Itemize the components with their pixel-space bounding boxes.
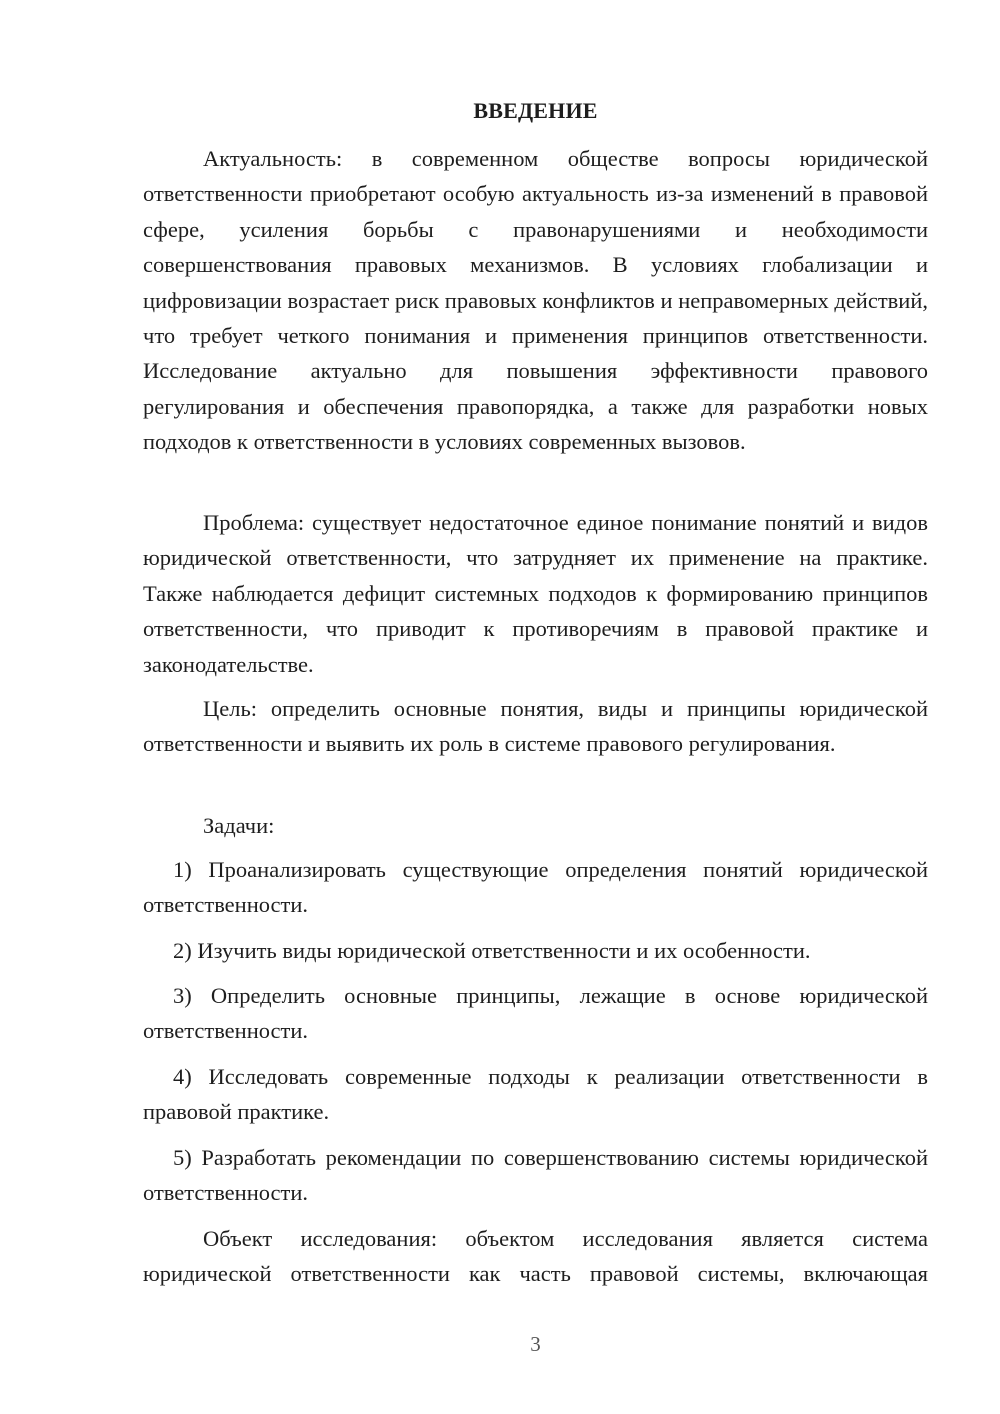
list-item-task-3: 3) Определить основные принципы, лежащие в основе юридической ответственности. — [143, 983, 928, 1044]
list-item-task-5: 5) Разработать рекомендации по совершенствованию системы юридической ответственности. — [143, 1145, 928, 1206]
paragraph-tasks-label: Задачи: — [203, 813, 275, 838]
list-item-task-4: 4) Исследовать современные подходы к реализации ответственности в правовой практике. — [143, 1064, 928, 1125]
document-page — [143, 0, 928, 1414]
paragraph-problem: Проблема: существует недостаточное единое понимание понятий и видов юридической ответственности, что затрудняет их применение на практике. Также наблюдается дефицит системных подходов к формированию принципов ответственности, что приводит к противоречиям в правовой практике и законодательстве. — [143, 510, 928, 677]
list-item-task-2: 2) Изучить виды юридической ответственности и их особенности. — [173, 938, 811, 963]
page-number: 3 — [530, 1332, 541, 1356]
list-item-task-1: 1) Проанализировать существующие определения понятий юридической ответственности. — [143, 857, 928, 918]
section-heading: ВВЕДЕНИЕ — [473, 98, 598, 123]
paragraph-relevance: Актуальность: в современном обществе вопросы юридической ответственности приобретают особую актуальность из-за изменений в правовой сфере, усиления борьбы с правонарушениями и необходимости совершенствования правовых механизмов. В условиях глобализации и цифровизации возрастает риск правовых конфликтов и неправомерных действий, что требует четкого понимания и применения принципов ответственности. Исследование актуально для повышения эффективности правового регулирования и обеспечения правопорядка, а также для разработки новых подходов к ответственности в условиях современных вызовов. — [143, 146, 928, 455]
paragraph-goal: Цель: определить основные понятия, виды и принципы юридической ответственности и выявить их роль в системе правового регулирования. — [143, 696, 928, 757]
paragraph-research-object: Объект исследования: объектом исследования является система юридической ответственности как часть правовой системы, включающая — [143, 1226, 928, 1287]
